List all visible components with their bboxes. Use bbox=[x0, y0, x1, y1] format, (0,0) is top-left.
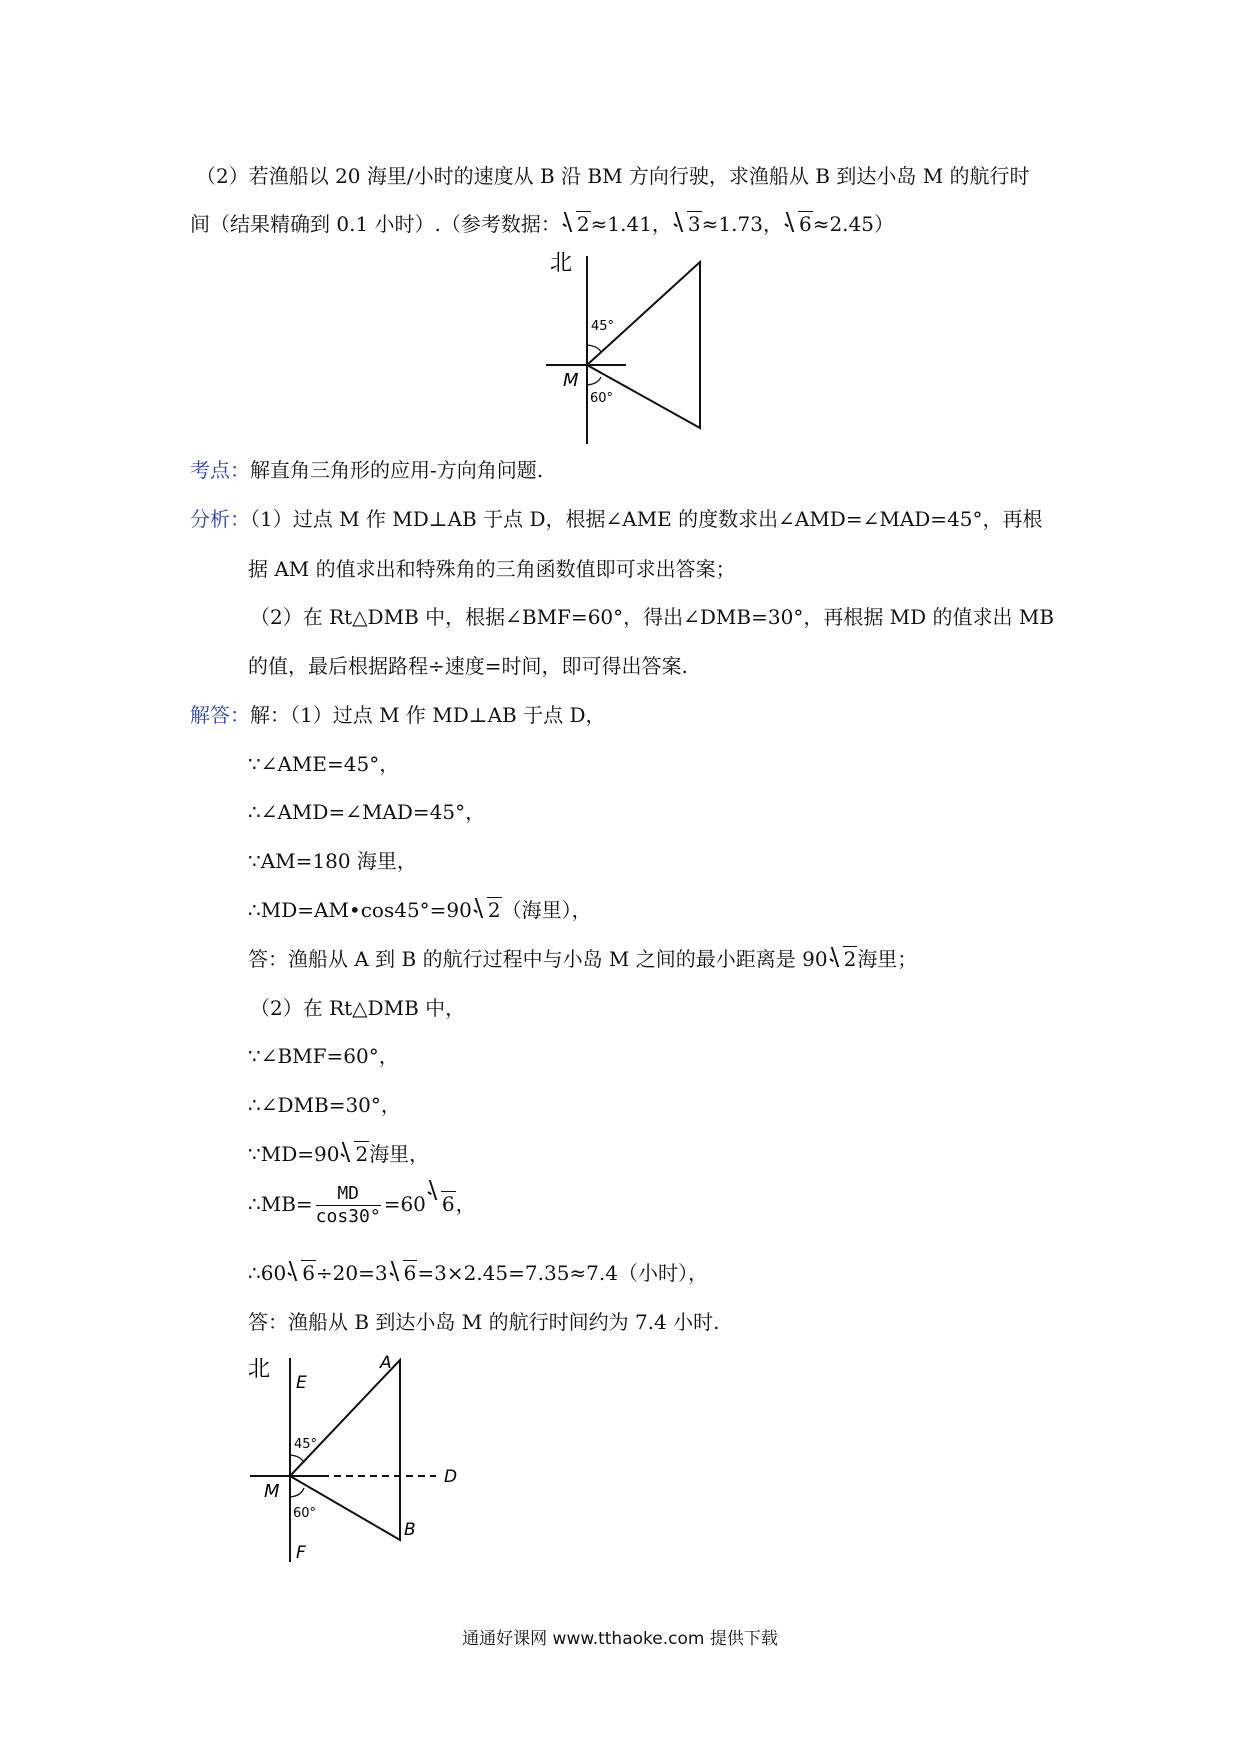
jieda-line-5-b: （海里）， bbox=[501, 898, 592, 922]
fenxi-label: 分析： bbox=[190, 507, 250, 531]
jieda-line-11-c: ， bbox=[455, 1192, 476, 1216]
jieda-line-13: 答：渔船从 B 到达小岛 M 的航行时间约为 7.4 小时. bbox=[248, 1310, 720, 1334]
jieda-line-4: ∵AM=180 海里， bbox=[248, 849, 417, 873]
sqrt-3: 3 bbox=[674, 210, 702, 238]
kaodian-line bbox=[190, 456, 543, 484]
fig2-point-a: A bbox=[380, 1353, 392, 1373]
fenxi-line-2: 据 AM 的值求出和特殊角的三角函数值即可求出答案； bbox=[248, 557, 736, 581]
fig2-point-e: E bbox=[296, 1373, 307, 1393]
fraction-numerator: MD bbox=[316, 1183, 381, 1206]
fig1-north-label: 北 bbox=[550, 251, 573, 276]
jieda-label: 解答： bbox=[190, 703, 250, 727]
sqrt-6: 6 bbox=[785, 210, 813, 238]
sqrt-2-md: 2 bbox=[474, 896, 502, 924]
fenxi-line-1 bbox=[190, 505, 1043, 533]
fig2-angle-45: 45° bbox=[294, 1437, 318, 1452]
jieda-line-11-b: =60 bbox=[383, 1192, 426, 1216]
jieda-line-6 bbox=[248, 945, 917, 973]
ref-3-value: ≈1.73， bbox=[701, 212, 783, 236]
jieda-line-12-a: ∴60 bbox=[248, 1261, 287, 1285]
kaodian-label: 考点： bbox=[190, 458, 250, 482]
jieda-line-6-b: 海里； bbox=[857, 947, 918, 971]
jieda-line-8: ∵∠BMF=60°， bbox=[248, 1044, 399, 1068]
jieda-line-5 bbox=[248, 896, 592, 924]
jieda-line-6-a: 答：渔船从 A 到 B 的航行过程中与小岛 M 之间的最小距离是 90 bbox=[248, 947, 828, 971]
sqrt-2-md2: 2 bbox=[341, 1140, 369, 1168]
jieda-line-1 bbox=[190, 701, 606, 729]
jieda-line-12-c: =3×2.45=7.35≈7.4（小时）， bbox=[417, 1261, 708, 1285]
jieda-line-12-b: ÷20=3 bbox=[315, 1261, 388, 1285]
fig2-point-m: M bbox=[264, 1481, 280, 1502]
kaodian-text: 解直角三角形的应用-方向角问题. bbox=[250, 458, 544, 482]
jieda-line-11 bbox=[248, 1178, 476, 1230]
jieda-line-10-b: 海里， bbox=[369, 1142, 430, 1166]
fig2-point-d: D bbox=[444, 1467, 458, 1487]
jieda-line-3: ∴∠AMD=∠MAD=45°， bbox=[248, 800, 486, 824]
sqrt-2-answer: 2 bbox=[830, 945, 858, 973]
fig2-north-label: 北 bbox=[248, 1357, 271, 1382]
jieda-line-7: （2）在 Rt△DMB 中， bbox=[250, 996, 466, 1020]
fig1-angle-45: 45° bbox=[591, 319, 615, 334]
sqrt-2: 2 bbox=[563, 210, 591, 238]
figure-1-diagram bbox=[540, 248, 720, 448]
sqrt-6-a: 6 bbox=[288, 1259, 316, 1287]
question-line-2-text: 间（结果精确到 0.1 小时）.（参考数据： bbox=[190, 212, 561, 236]
fig1-angle-60: 60° bbox=[590, 391, 614, 406]
jieda-line-9: ∴∠DMB=30°， bbox=[248, 1093, 401, 1117]
question-line-2 bbox=[190, 210, 894, 238]
jieda-line-10 bbox=[248, 1140, 429, 1168]
fig2-point-b: B bbox=[404, 1520, 416, 1540]
fig1-point-m: M bbox=[563, 370, 579, 391]
fenxi-line-4: 的值，最后根据路程÷速度=时间，即可得出答案. bbox=[248, 654, 688, 678]
jieda-line-2: ∵∠AME=45°， bbox=[248, 752, 400, 776]
ref-6-value: ≈2.45） bbox=[812, 212, 894, 236]
sqrt-6-mb: 6 bbox=[428, 1178, 456, 1230]
question-line-1: （2）若渔船以 20 海里/小时的速度从 B 沿 BM 方向行驶，求渔船从 B 到达小岛 M 的航行时 bbox=[196, 164, 1030, 188]
ref-2-value: ≈1.41， bbox=[590, 212, 672, 236]
fenxi-line-3: （2）在 Rt△DMB 中，根据∠BMF=60°，得出∠DMB=30°，再根据 MD 的值求出 MB bbox=[250, 605, 1055, 629]
fig2-angle-60: 60° bbox=[293, 1506, 317, 1521]
figure-2-diagram bbox=[244, 1352, 474, 1572]
jieda-line-5-a: ∴MD=AM•cos45°=90 bbox=[248, 898, 472, 922]
sqrt-6-b: 6 bbox=[390, 1259, 418, 1287]
jieda-line-11-a: ∴MB= bbox=[248, 1192, 313, 1216]
fenxi-text-1: （1）过点 M 作 MD⊥AB 于点 D，根据∠AME 的度数求出∠AMD=∠MAD=45°，再根 bbox=[250, 507, 1043, 531]
jieda-line-12 bbox=[248, 1259, 708, 1287]
fig2-point-f: F bbox=[296, 1543, 306, 1563]
jieda-text-1: 解：（1）过点 M 作 MD⊥AB 于点 D， bbox=[250, 703, 606, 727]
fraction-denominator: cos30° bbox=[315, 1206, 381, 1227]
page-footer: 通通好课网 www.tthaoke.com 提供下载 bbox=[462, 1629, 778, 1649]
fraction-md-cos30 bbox=[316, 1183, 381, 1228]
jieda-line-10-a: ∵MD=90 bbox=[248, 1142, 340, 1166]
